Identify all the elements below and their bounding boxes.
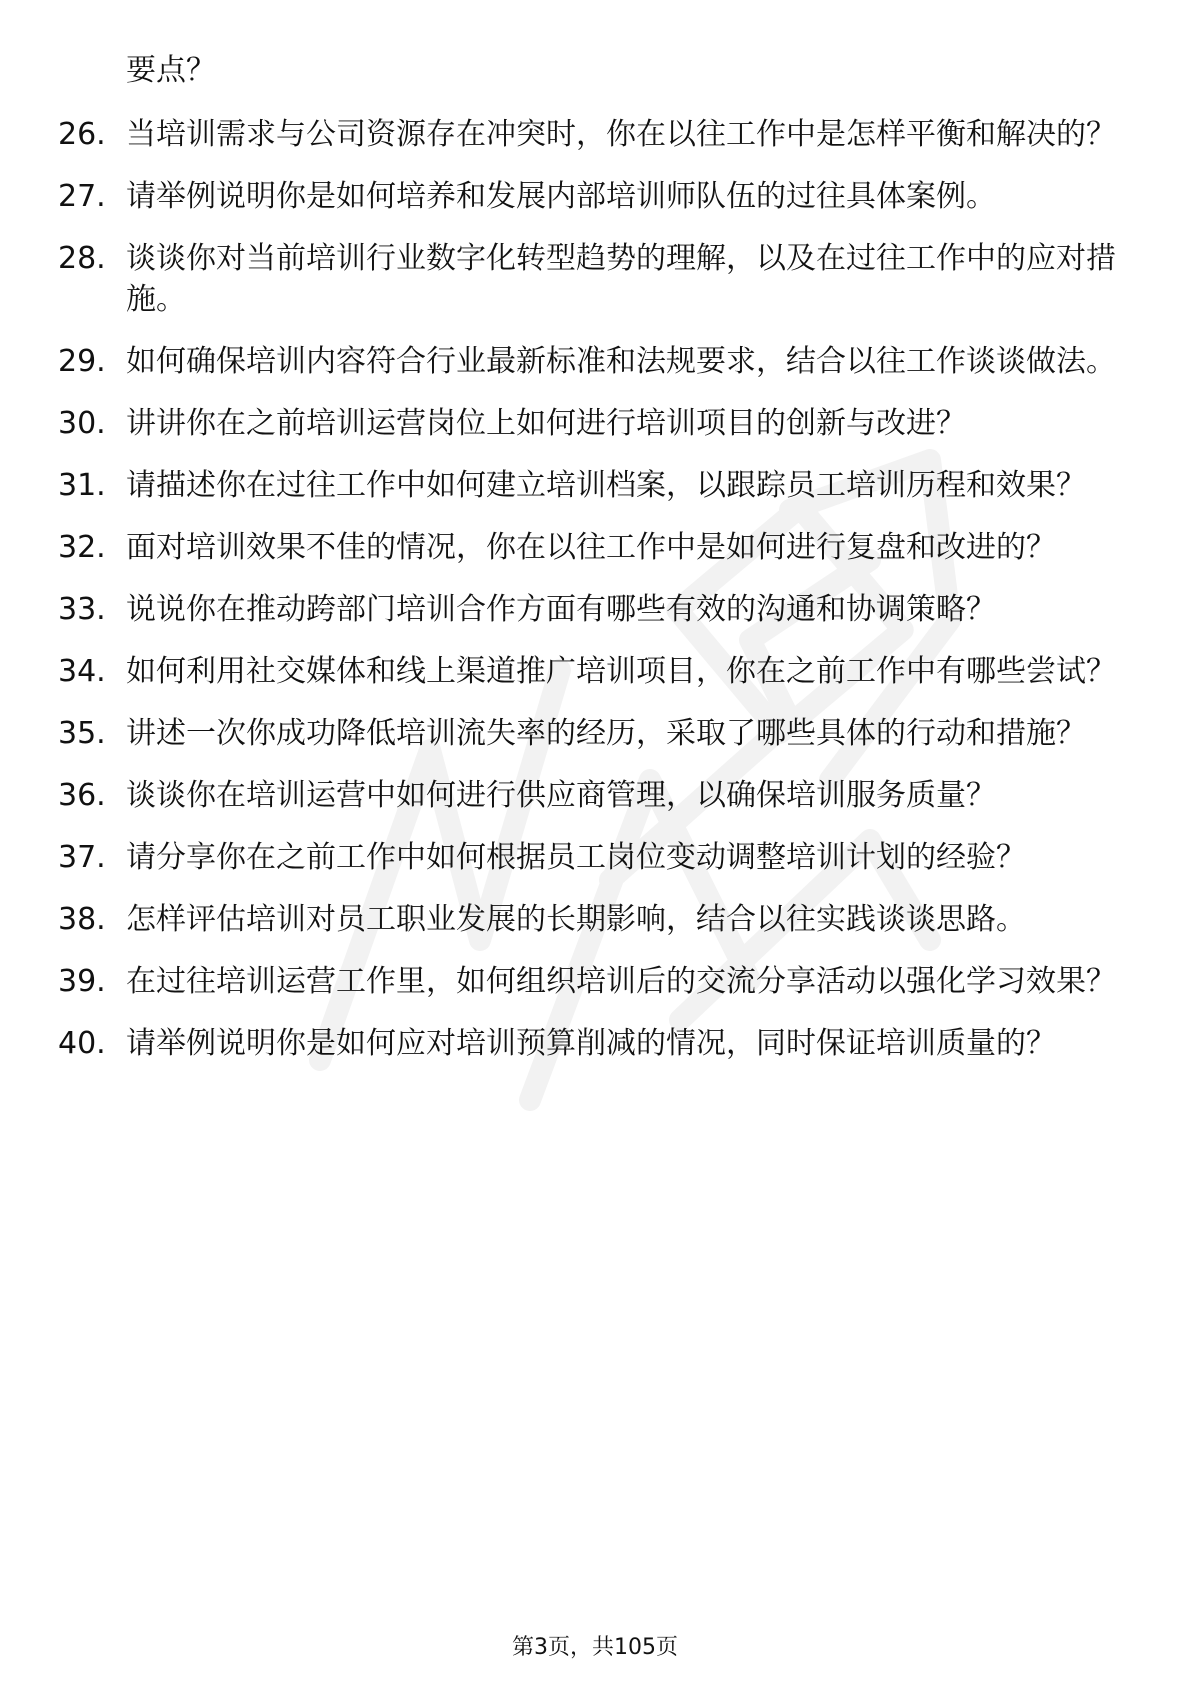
list-item-continuation — [58, 50, 1138, 91]
list-item — [58, 176, 1138, 217]
list-item — [58, 899, 1138, 940]
list-item — [58, 238, 1138, 320]
question-number: 27. — [58, 179, 106, 214]
question-text: 谈谈你对当前培训行业数字化转型趋势的理解，以及在过往工作中的应对措施。 — [126, 241, 1116, 317]
question-text: 怎样评估培训对员工职业发展的长期影响，结合以往实践谈谈思路。 — [126, 902, 1026, 937]
question-text: 说说你在推动跨部门培训合作方面有哪些有效的沟通和协调策略？ — [126, 592, 996, 627]
question-number: 37. — [58, 840, 106, 875]
question-text: 如何确保培训内容符合行业最新标准和法规要求，结合以往工作谈谈做法。 — [126, 344, 1116, 379]
question-number: 36. — [58, 778, 106, 813]
question-text: 请举例说明你是如何应对培训预算削减的情况，同时保证培训质量的？ — [126, 1026, 1056, 1061]
list-item — [58, 775, 1138, 816]
list-item — [58, 837, 1138, 878]
question-text: 如何利用社交媒体和线上渠道推广培训项目，你在之前工作中有哪些尝试？ — [126, 654, 1116, 689]
question-number: 28. — [58, 241, 106, 276]
question-number: 32. — [58, 530, 106, 565]
question-text: 请分享你在之前工作中如何根据员工岗位变动调整培训计划的经验？ — [126, 840, 1026, 875]
list-item — [58, 527, 1138, 568]
list-item — [58, 403, 1138, 444]
list-item — [58, 1023, 1138, 1064]
list-item — [58, 465, 1138, 506]
question-number: 26. — [58, 117, 106, 152]
question-number: 39. — [58, 964, 106, 999]
list-item — [58, 341, 1138, 382]
question-text: 谈谈你在培训运营中如何进行供应商管理，以确保培训服务质量？ — [126, 778, 996, 813]
question-number: 29. — [58, 344, 106, 379]
question-number: 40. — [58, 1026, 106, 1061]
question-text: 请举例说明你是如何培养和发展内部培训师队伍的过往具体案例。 — [126, 179, 996, 214]
question-number: 30. — [58, 406, 106, 441]
question-text: 当培训需求与公司资源存在冲突时，你在以往工作中是怎样平衡和解决的？ — [126, 117, 1116, 152]
page-footer: 第3页，共105页 — [512, 1635, 678, 1660]
question-text: 讲述一次你成功降低培训流失率的经历，采取了哪些具体的行动和措施？ — [126, 716, 1086, 751]
list-item — [58, 961, 1138, 1002]
question-text: 面对培训效果不佳的情况，你在以往工作中是如何进行复盘和改进的？ — [126, 530, 1056, 565]
question-number: 31. — [58, 468, 106, 503]
list-item — [58, 713, 1138, 754]
question-text: 讲讲你在之前培训运营岗位上如何进行培训项目的创新与改进？ — [126, 406, 966, 441]
question-number: 34. — [58, 654, 106, 689]
question-number: 38. — [58, 902, 106, 937]
question-text: 在过往培训运营工作里，如何组织培训后的交流分享活动以强化学习效果？ — [126, 964, 1116, 999]
continuation-text: 要点？ — [126, 53, 216, 88]
question-number: 35. — [58, 716, 106, 751]
question-number: 33. — [58, 592, 106, 627]
list-item — [58, 589, 1138, 630]
list-item — [58, 114, 1138, 155]
question-list — [58, 50, 1138, 1085]
question-text: 请描述你在过往工作中如何建立培训档案，以跟踪员工培训历程和效果？ — [126, 468, 1086, 503]
list-item — [58, 651, 1138, 692]
